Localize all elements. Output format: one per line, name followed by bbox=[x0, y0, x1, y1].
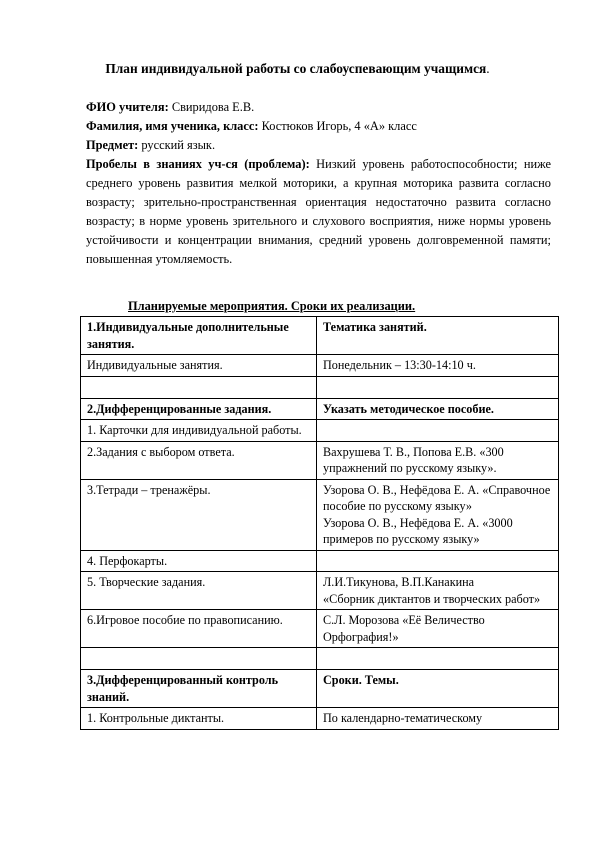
reference-1: Узорова О. В., Нефёдова Е. А. «Справочное пособие по русскому языку» bbox=[323, 482, 551, 513]
teacher-label: ФИО учителя: bbox=[86, 100, 169, 114]
section2-col2-heading: Указать методическое пособие. bbox=[317, 398, 559, 420]
table-cell bbox=[317, 376, 559, 398]
table-cell bbox=[317, 648, 559, 670]
table-cell bbox=[317, 479, 559, 550]
table-row bbox=[81, 420, 559, 442]
table-row bbox=[81, 670, 559, 708]
reference-title: «Сборник диктантов и творческих работ» bbox=[323, 591, 541, 606]
table-cell bbox=[317, 420, 559, 442]
teacher-line bbox=[86, 98, 551, 117]
gaps-value: Низкий уровень работоспособности; ниже среднего уровень развития мелкой моторики, а крупная моторика развита согласно возрасту; зрительно-пространственная ориентация недостаточно развита согласно возрасту; в норме уровень зрительного и слухового восприятия, ниже нормы уровень устойчивости и концентрации внимания, средний уровень долговременной памяти; повышенная утомляемость. bbox=[86, 157, 551, 266]
title-dot: . bbox=[486, 61, 490, 76]
table-row bbox=[81, 317, 559, 355]
student-value: Костюков Игорь, 4 «А» класс bbox=[258, 119, 417, 133]
title-text: План индивидуальной работы со слабоуспевающим учащимся bbox=[105, 61, 487, 76]
plan-table bbox=[80, 316, 559, 730]
table-cell: 3.Тетради – тренажёры. bbox=[81, 479, 317, 550]
table-cell: По календарно-тематическому bbox=[317, 708, 559, 730]
section2-heading: 2.Дифференцированные задания. bbox=[81, 398, 317, 420]
student-line bbox=[86, 117, 551, 136]
table-cell bbox=[317, 550, 559, 572]
table-cell: Вахрушева Т. В., Попова Е.В. «300 упражнений по русскому языку». bbox=[317, 441, 559, 479]
table-cell: 1. Карточки для индивидуальной работы. bbox=[81, 420, 317, 442]
table-cell bbox=[81, 376, 317, 398]
gaps-paragraph bbox=[86, 155, 551, 269]
table-row bbox=[81, 441, 559, 479]
table-row bbox=[81, 355, 559, 377]
plan-heading: Планируемые мероприятия. Сроки их реализации. bbox=[128, 299, 416, 313]
section1-heading: 1.Индивидуальные дополнительные занятия. bbox=[81, 317, 317, 355]
info-block bbox=[86, 98, 551, 269]
subject-value: русский язык. bbox=[138, 138, 216, 152]
subject-line bbox=[86, 136, 551, 155]
table-cell: 6.Игровое пособие по правописанию. bbox=[81, 610, 317, 648]
reference-2: Узорова О. В., Нефёдова Е. А. «3000 примеров по русскому языку» bbox=[323, 515, 513, 546]
document-title bbox=[0, 60, 595, 78]
reference-authors: Л.И.Тикунова, В.П.Канакина bbox=[323, 575, 475, 589]
table-cell: Понедельник – 13:30-14:10 ч. bbox=[317, 355, 559, 377]
table-cell bbox=[317, 572, 559, 610]
table-cell: 4. Перфокарты. bbox=[81, 550, 317, 572]
table-row bbox=[81, 398, 559, 420]
table-row bbox=[81, 550, 559, 572]
section3-heading: 3.Дифференцированный контроль знаний. bbox=[81, 670, 317, 708]
teacher-value: Свиридова Е.В. bbox=[168, 100, 255, 114]
table-cell: Индивидуальные занятия. bbox=[81, 355, 317, 377]
table-cell: 1. Контрольные диктанты. bbox=[81, 708, 317, 730]
section1-col2-heading: Тематика занятий. bbox=[317, 317, 559, 355]
table-cell: 5. Творческие задания. bbox=[81, 572, 317, 610]
table-row-empty bbox=[81, 376, 559, 398]
table-row-empty bbox=[81, 648, 559, 670]
gaps-label: Пробелы в знаниях уч-ся (проблема): bbox=[86, 157, 310, 171]
table-cell: 2.Задания с выбором ответа. bbox=[81, 441, 317, 479]
table-cell: С.Л. Морозова «Её Величество Орфография!» bbox=[317, 610, 559, 648]
subject-label: Предмет: bbox=[86, 138, 139, 152]
section3-col2-heading: Сроки. Темы. bbox=[317, 670, 559, 708]
table-row bbox=[81, 479, 559, 550]
table-row bbox=[81, 708, 559, 730]
table-row bbox=[81, 610, 559, 648]
table-cell bbox=[81, 648, 317, 670]
student-label: Фамилия, имя ученика, класс: bbox=[86, 119, 259, 133]
table-row bbox=[81, 572, 559, 610]
